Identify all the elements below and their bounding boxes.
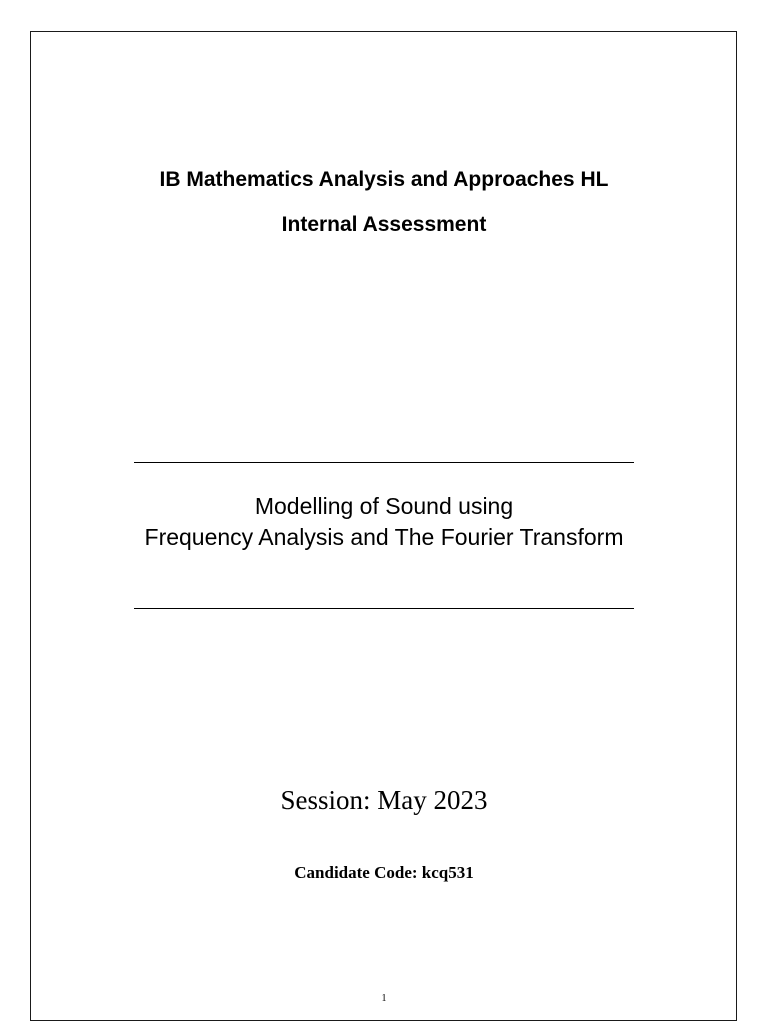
course-heading: IB Mathematics Analysis and Approaches HL <box>159 168 609 191</box>
page-number: 1 <box>381 993 387 1004</box>
title-line-1: Modelling of Sound using <box>254 493 514 519</box>
title-rule-bottom <box>134 608 634 609</box>
session-text: Session: May 2023 <box>280 785 488 815</box>
assessment-heading: Internal Assessment <box>281 213 487 236</box>
title-line-2: Frequency Analysis and The Fourier Transform <box>144 524 624 550</box>
title-rule-top <box>134 462 634 463</box>
candidate-code: Candidate Code: kcq531 <box>294 863 474 882</box>
